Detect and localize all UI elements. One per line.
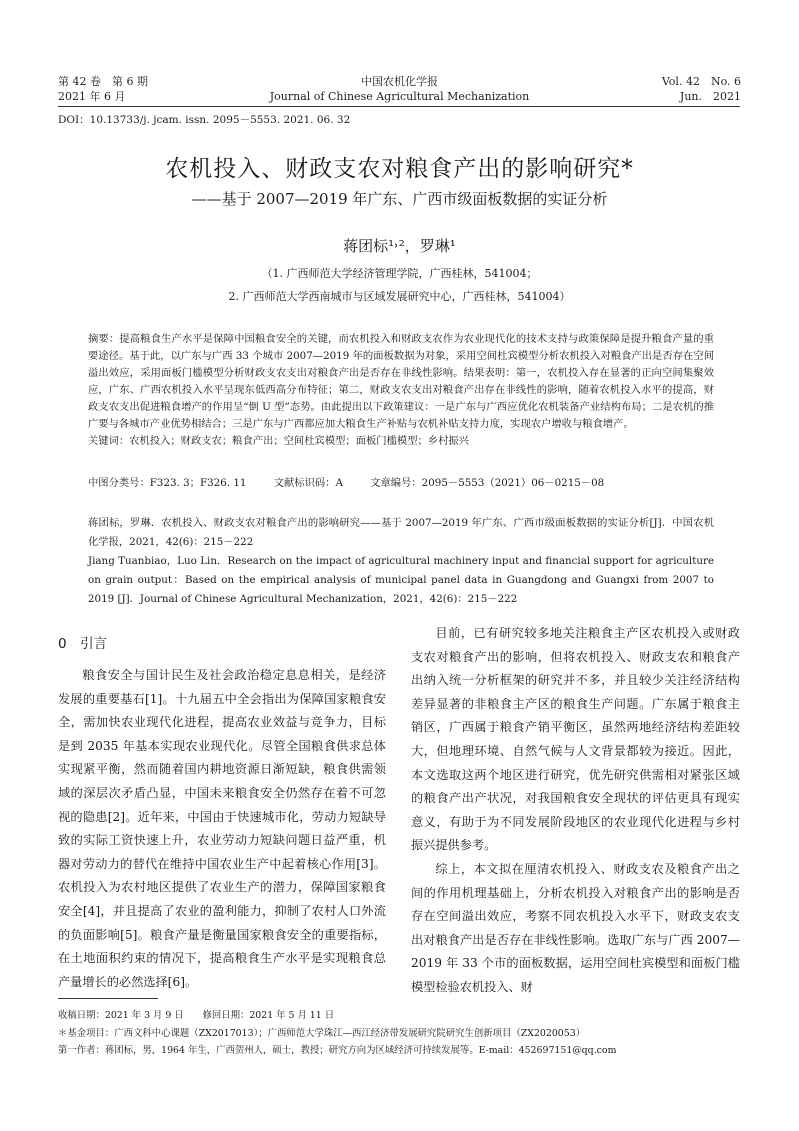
right-column bbox=[411, 622, 740, 1000]
affiliation-2: 2. 广西师范大学西南城市与区域发展研究中心，广西桂林，541004） bbox=[228, 290, 571, 303]
classification-line bbox=[88, 475, 714, 492]
paper-title: 农机投入、财政支农对粮食产出的影响研究* bbox=[165, 156, 634, 182]
header-date-en: Jun. 2021 bbox=[679, 90, 741, 103]
paper-subtitle: ——基于 2007—2019 年广东、广西市级面板数据的实证分析 bbox=[191, 190, 608, 208]
left-paragraph: 粮食安全与国计民生及社会政治稳定息息相关，是经济发展的重要基石[1]。十九届五中全会指出为保障国家粮食安全，需加快农业现代化进程，提高农业效益与竞争力，目标是到 2035 年基本实现农业现代化。尽管全国粮食供求总体实现紧平衡，然而随着国内耕地资源日渐短缺，粮食供需领域的深层次矛盾凸显，中国未来粮食安全仍然存在着不可忽视的隐患[2]。近年来，中国由于快速城市化，劳动力短缺导致的实际工资快速上升，农业劳动力短缺问题日益严重，机器对劳动力的替代在维持中国农业生产中起着核心作用[3]。农机投入为农村地区提供了农业生产的潜力，保障国家粮食安全[4]，并且提高了农业的盈利能力，抑制了农村人口外流的负面影响[5]。粮食产量是衡量国家粮食安全的重要指标，在土地面积约束的情况下，提高粮食生产水平是实现粮食总产量增长的必然选择[6]。 bbox=[58, 668, 386, 989]
doi: DOI：10.13733/j. jcam. issn. 2095－5553. 2021. 06. 32 bbox=[58, 114, 351, 126]
abstract-text: 摘要：提高粮食生产水平是保障中国粮食安全的关键，而农机投入和财政支农作为农业现代化的技术支持与政策保障是提升粮食产量的重要途径。基于此，以广东与广西 33 个城市 2007—2019 年的面板数据为对象，采用空间杜宾模型分析农机投入对粮食产出是否存在空间溢出效应，采用面板门槛模型分析财政支农支出对粮食产出是否存在非线性影响。结果表明：第一，农机投入存在显著的正向空间集聚效应，广东、广西农机投入水平呈现东低西高分布特征；第二，财政支农支出对粮食产出存在非线性的影响，随着农机投入水平的提高，财政支农支出促进粮食增产的作用呈“倒 U 型”态势。由此提出以下政策建议：一是广东与广西应优化农机装备产业结构布局；二是农机的推广要与各城市产业优势相结合；三是广东与广西都应加大粮食生产补贴与农机补贴支持力度，实现农户增收与粮食增产。 bbox=[88, 333, 714, 430]
footnote-author: 第一作者：蒋团标，男，1964 年生，广西贺州人，硕士，教授；研究方向为区域经济可持续发展等。E-mail：452697151@qq.com bbox=[58, 1045, 617, 1056]
header-journal-en: Journal of Chinese Agricultural Mechanization bbox=[269, 90, 530, 103]
citation-cn: 蒋团标，罗琳．农机投入、财政支农对粮食产出的影响研究——基于 2007—2019 年广东、广西市级面板数据的实证分析[J]．中国农机化学报，2021，42(6)：215－222 bbox=[88, 517, 714, 548]
affiliation-1: （1. 广西师范大学经济管理学院，广西桂林，541004； bbox=[261, 267, 538, 280]
header-rule bbox=[58, 106, 740, 107]
header-date-cn: 2021 年 6 月 bbox=[58, 90, 126, 103]
header-vol-en: Vol. 42 No. 6 bbox=[661, 75, 741, 88]
footnote-rule bbox=[58, 998, 158, 999]
right-paragraph: 综上，本文拟在厘清农机投入、财政支农及粮食产出之间的作用机理基础上，分析农机投入对粮食产出的影响是否存在空间溢出效应，考察不同农机投入水平下，财政支农支出对粮食产出是否存在非线性影响。选取广东与广西 2007—2019 年 33 个市的面板数据，运用空间杜宾模型和面板门槛模型检验农机投入、财 bbox=[411, 861, 740, 994]
clc-number: 中图分类号：F323. 3；F326. 11 bbox=[88, 477, 247, 489]
article-number: 文章编号：2095－5553（2021）06－0215－08 bbox=[370, 477, 605, 489]
abstract bbox=[88, 331, 714, 450]
citation-block bbox=[88, 514, 714, 609]
left-column bbox=[58, 664, 386, 994]
authors: 蒋团标¹˒²，罗琳¹ bbox=[343, 237, 456, 255]
document-code: 文献标识码：A bbox=[273, 477, 343, 489]
citation-en: Jiang Tuanbiao，Luo Lin．Research on the impact of agricultural machinery input and financial support for agriculture on grain output：Based on the empirical analysis of municipal panel data in Guangdong and Guangxi from 2007 to 2019 [J]．Journal of Chinese Agricultural Mechanization，2021，42(6)：215－222 bbox=[88, 555, 714, 605]
footnote-fund: ＊基金项目：广西文科中心课题（ZX2017013）；广西师范大学珠江—西江经济带发展研究院研究生创新项目（ZX2020053） bbox=[58, 1028, 586, 1039]
right-paragraph: 目前，已有研究较多地关注粮食主产区农机投入或财政支农对粮食产出的影响，但将农机投入、财政支农和粮食产出纳入统一分析框架的研究并不多，并且较少关注经济结构差异显著的非粮食主产区的粮食生产问题。广东属于粮食主销区，广西属于粮食产销平衡区，虽然两地经济结构差距较大，但地理环境、自然气候与人文背景都较为接近。因此，本文选取这两个地区进行研究，优先研究供需相对紧张区域的粮食产出产状况，对我国粮食安全现状的评估更具有现实意义，有助于为不同发展阶段地区的农业现代化进程与乡村振兴提供参考。 bbox=[411, 626, 740, 853]
section-heading: 0 引言 bbox=[58, 636, 108, 652]
header-volume: 第 42 卷 第 6 期 bbox=[58, 75, 148, 88]
footnote-received: 收稿日期：2021 年 3 月 9 日 修回日期：2021 年 5 月 11 日 bbox=[58, 1010, 335, 1021]
keywords: 关键词：农机投入；财政支农；粮食产出；空间杜宾模型；面板门槛模型；乡村振兴 bbox=[88, 435, 469, 447]
header-journal-cn: 中国农机化学报 bbox=[361, 75, 438, 88]
